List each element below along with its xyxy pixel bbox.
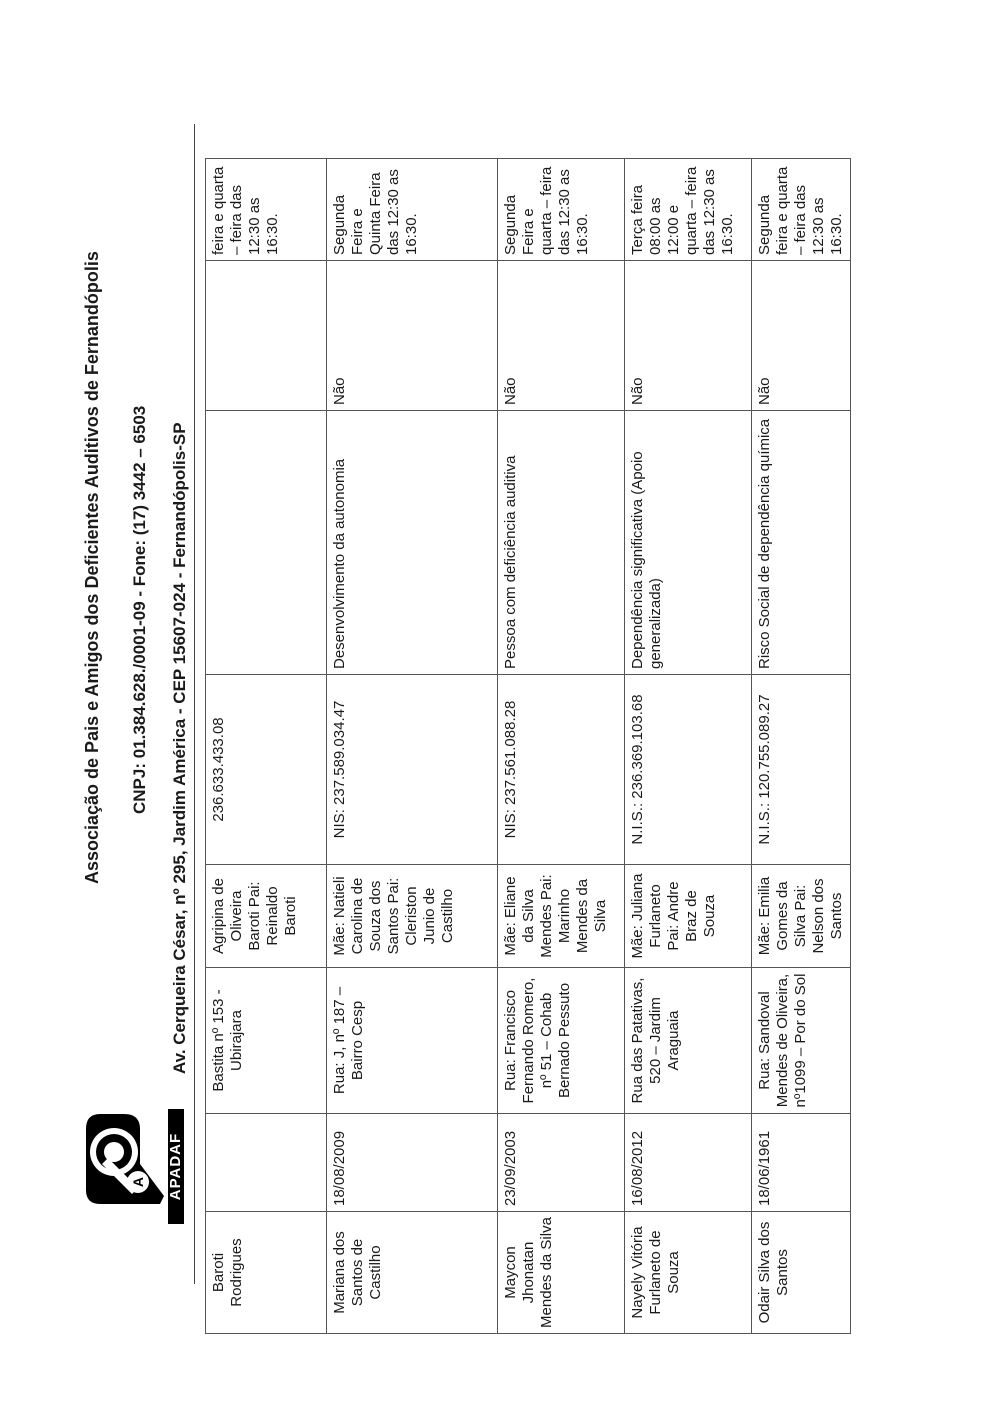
schedule-cell: feira e quarta – feira das 12:30 as 16:30.: [206, 159, 327, 261]
address-cell: Rua: Francisco Fernando Romero, nº 51 – Cohab Bernado Pessuto: [498, 968, 625, 1114]
header-divider: [194, 124, 195, 1284]
name-cell: Odair Silva dos Santos: [752, 1212, 851, 1334]
reason-cell: Dependência significativa (Apoio generalizada): [625, 411, 752, 675]
beneficiaries-table: [205, 158, 851, 1334]
benefit-cell: Não: [327, 261, 498, 411]
nis-cell: 236.633.433.08: [206, 675, 327, 865]
apadaf-logo: [80, 1109, 184, 1224]
reason-cell: Desenvolvimento da autonomia: [327, 411, 498, 675]
parents-cell: Mãe: Juliana Furlaneto Pai: Andre Braz de Souza: [625, 865, 752, 968]
address-line: Av. Cerqueira César, nº 295, Jardim América - CEP 15607-024 - Fernandópolis-SP: [170, 422, 189, 1074]
table-row: [327, 159, 498, 1334]
organization-name: Associação de Pais e Amigos dos Deficientes Auditivos de Fernandópolis: [82, 251, 102, 884]
schedule-cell: Segunda Feira e Quinta Feira das 12:30 as 16:30.: [327, 159, 498, 261]
address-cell: Rua: J, nº 187 – Bairro Cesp: [327, 968, 498, 1114]
nis-cell: NIS: 237.561.088.28: [498, 675, 625, 865]
address-cell: Rua das Patativas, 520 – Jardim Araguaia: [625, 968, 752, 1114]
reason-cell: Risco Social de dependência química: [752, 411, 851, 675]
name-cell: Mariana dos Santos de Castilho: [327, 1212, 498, 1334]
reason-cell: Pessoa com deficiência auditiva: [498, 411, 625, 675]
address-cell: Rua: Sandoval Mendes de Oliveira, nº1099 – Por do Sol: [752, 968, 851, 1114]
cnpj-phone-line: CNPJ: 01.384.628./0001-09 - Fone: (17) 3442 – 6503: [130, 405, 149, 814]
address-cell: Bastita nº 153 - Ubirajara: [206, 968, 327, 1114]
schedule-cell: Segunda Feira e quarta – feira das 12:30 as 16:30.: [498, 159, 625, 261]
table-row: [752, 159, 851, 1334]
table-row: [625, 159, 752, 1334]
name-cell: Nayely Vitória Furlaneto de Souza: [625, 1212, 752, 1334]
table-row: [498, 159, 625, 1334]
benefit-cell: [206, 261, 327, 411]
parents-cell: Mãe: Natieli Carolina de Souza dos Santos Pai: Cleriston Junio de Castilho: [327, 865, 498, 968]
parents-cell: Mãe: Emilia Gomes da Silva Pai: Nelson dos Santos: [752, 865, 851, 968]
nis-cell: NIS: 237.589.034.47: [327, 675, 498, 865]
table-row: [206, 159, 327, 1334]
nis-cell: N.I.S.: 236.369.103.68: [625, 675, 752, 865]
benefit-cell: Não: [752, 261, 851, 411]
name-cell: Baroti Rodrigues: [206, 1212, 327, 1334]
reason-cell: [206, 411, 327, 675]
parents-cell: Mãe: Eliane da Silva Mendes Pai: Marinho Mendes da Silva: [498, 865, 625, 968]
logo-wordmark: APADAF: [168, 1109, 184, 1224]
parents-cell: Agripina de Oliveira Baroti Pai: Reinaldo Baroti: [206, 865, 327, 968]
birth-date-cell: [206, 1114, 327, 1212]
ear-logo-icon: [80, 1109, 168, 1224]
benefit-cell: Não: [625, 261, 752, 411]
birth-date-cell: 23/09/2003: [498, 1114, 625, 1212]
birth-date-cell: 18/06/1961: [752, 1114, 851, 1212]
birth-date-cell: 16/08/2012: [625, 1114, 752, 1212]
letterhead: [0, 0, 200, 1404]
benefit-cell: Não: [498, 261, 625, 411]
name-cell: Maycon Jhonatan Mendes da Silva: [498, 1212, 625, 1334]
schedule-cell: Terça feira 08:00 as 12:00 e quarta – feira das 12:30 as 16:30.: [625, 159, 752, 261]
schedule-cell: Segunda feira e quarta – feira das 12:30 as 16:30.: [752, 159, 851, 261]
birth-date-cell: 18/08/2009: [327, 1114, 498, 1212]
svg-text:A: A: [130, 1176, 146, 1188]
nis-cell: N.I.S.: 120.755.089.27: [752, 675, 851, 865]
